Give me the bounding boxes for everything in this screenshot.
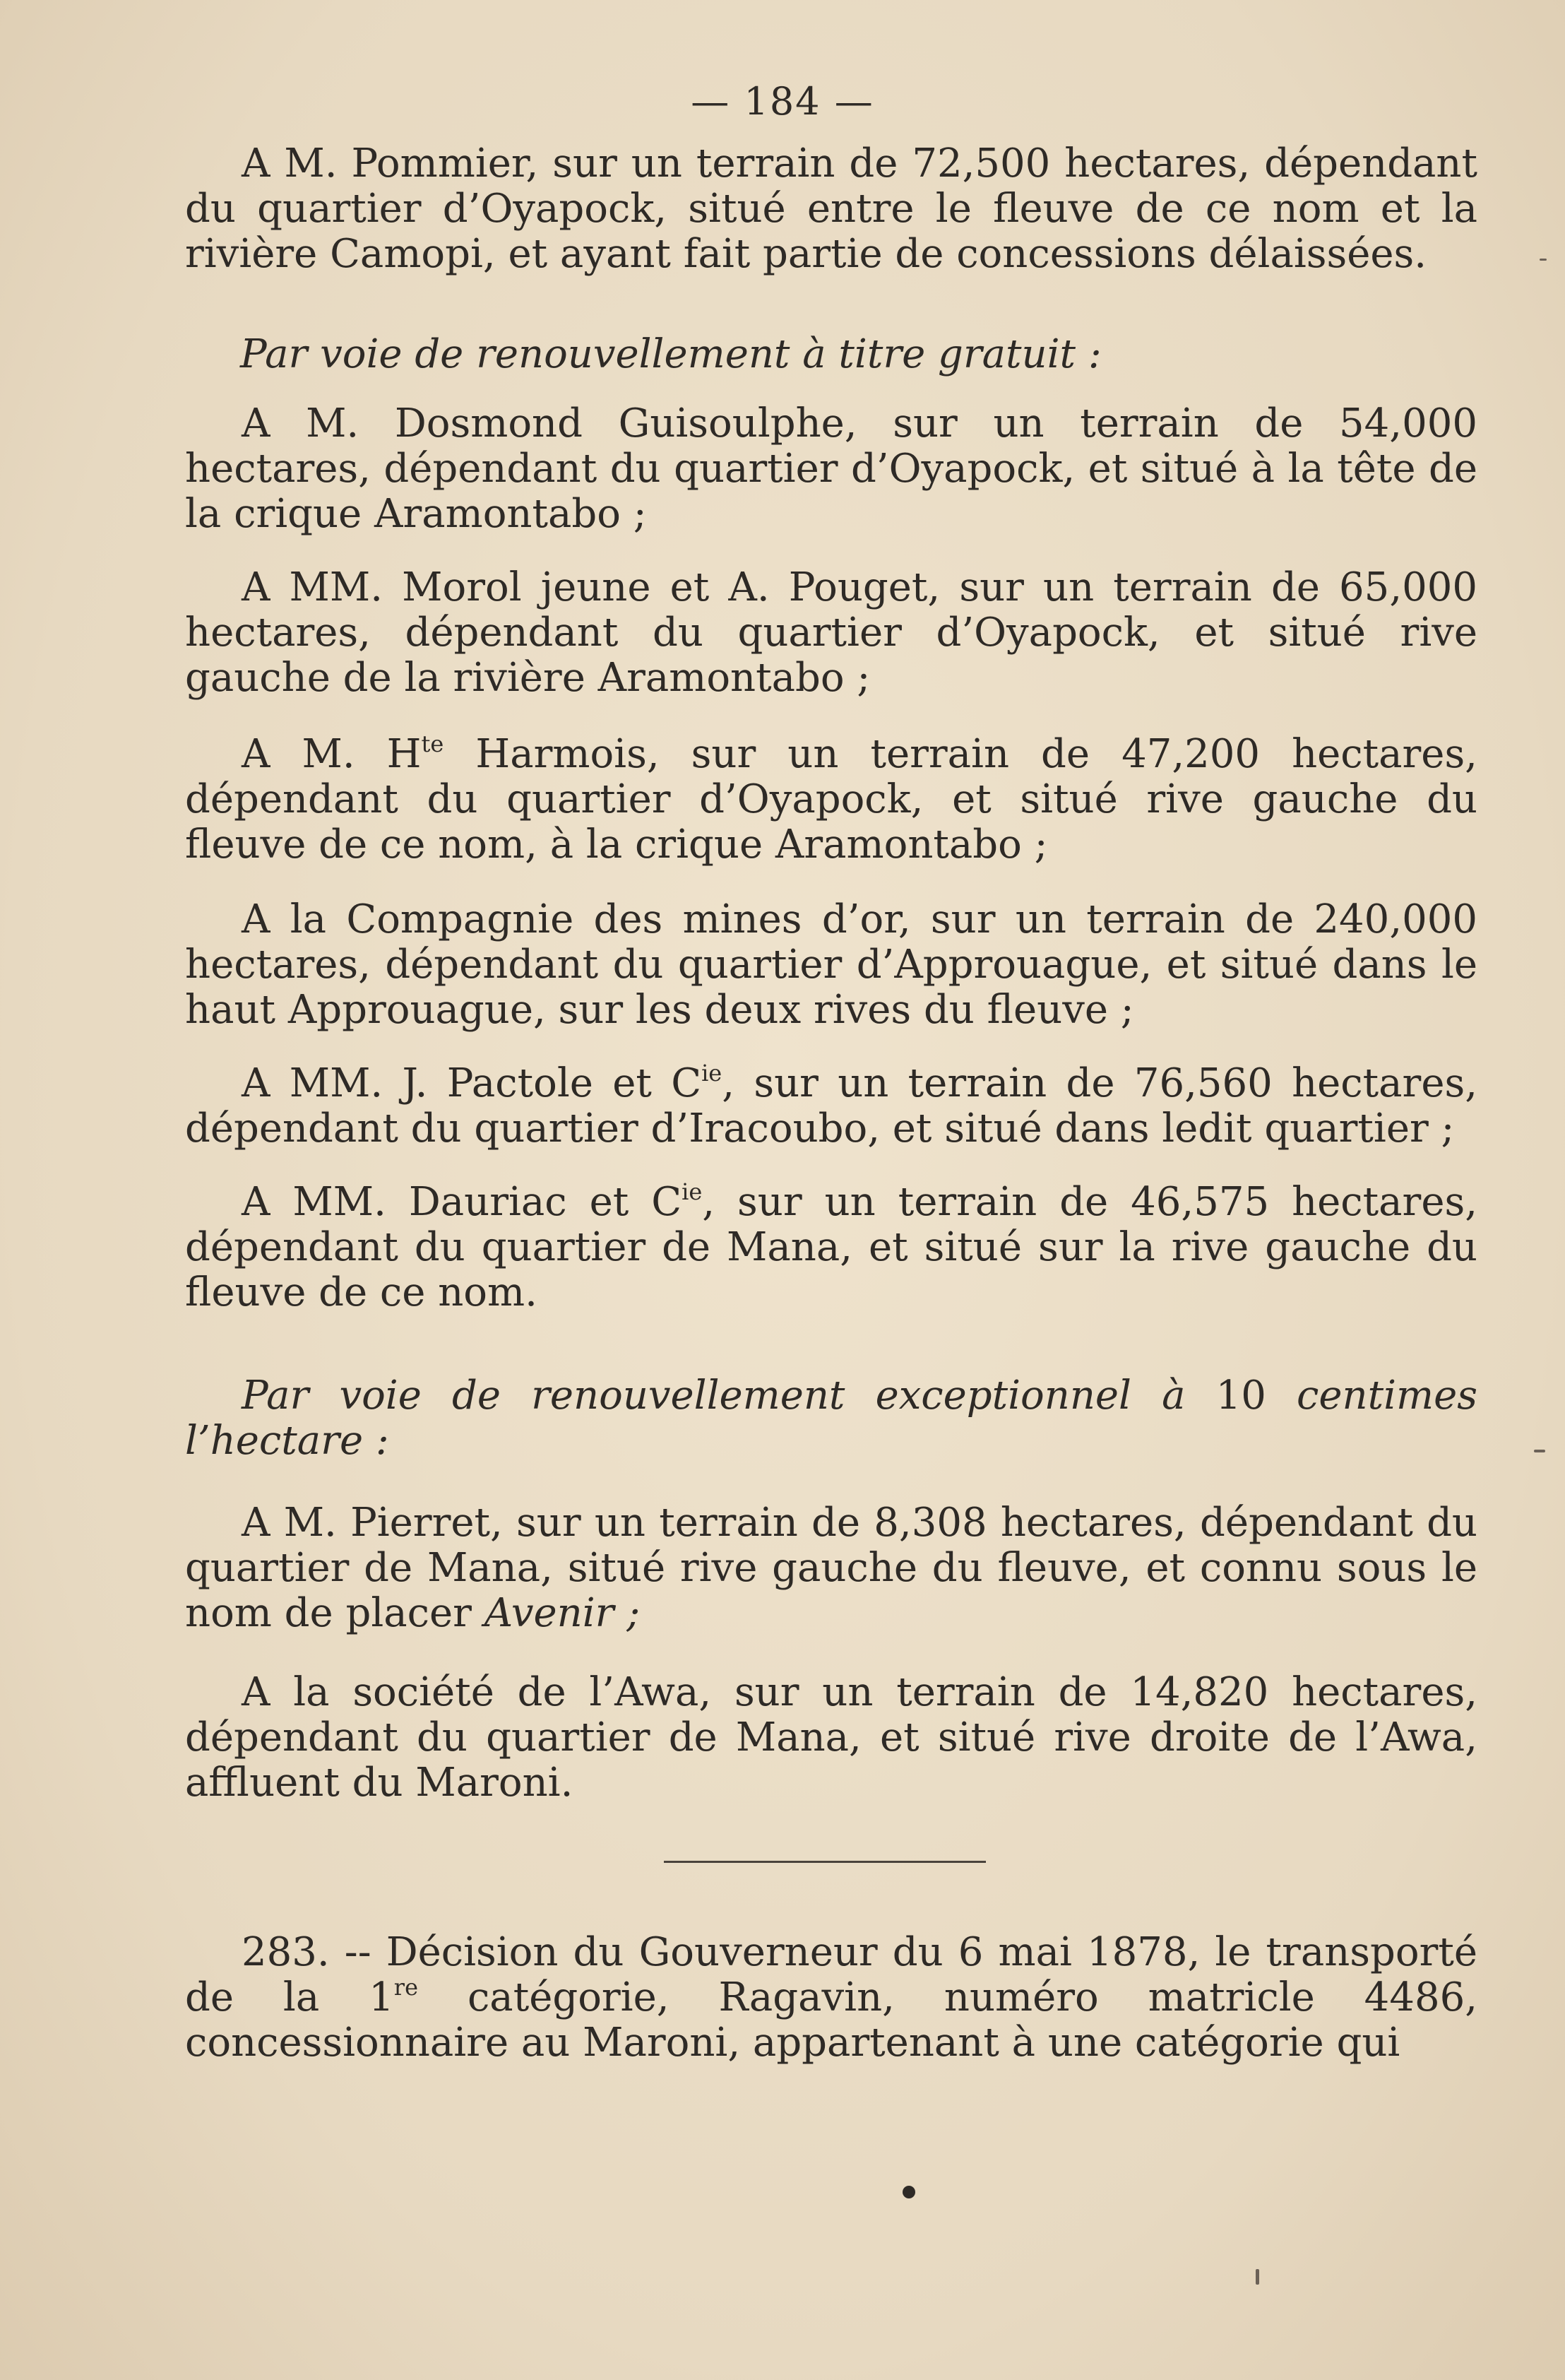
paragraph-text: A M. Dosmond Guisoulphe, sur un terrain de 54,000 hectares, dépendant du quartier d’Oyapock, et situé à la tête de la crique Aramontabo ;	[185, 401, 1477, 537]
paragraph-societe-awa	[185, 1670, 1477, 1806]
ink-speck	[1256, 2269, 1259, 2285]
superscript: ie	[682, 1178, 703, 1205]
paragraph-text	[185, 1180, 1477, 1315]
paragraph-dauriac	[185, 1180, 1477, 1315]
paragraph-decision-283	[185, 1930, 1477, 2066]
paragraph-text	[185, 1930, 1477, 2066]
heading-text	[185, 1373, 1477, 1464]
text-run: Par voie de renouvellement exceptionnel à	[242, 1373, 1216, 1419]
text-run: A MM. Dauriac et C	[242, 1179, 682, 1225]
ink-speck	[1534, 1450, 1545, 1452]
page-number: — 184 —	[691, 79, 874, 124]
paragraph-text: A M. Pommier, sur un terrain de 72,500 hectares, dépendant du quartier d’Oyapock, situé entre le fleuve de ce nom et la rivière Camopi, et ayant fait partie de concessions délaissées.	[185, 141, 1477, 277]
superscript: ie	[701, 1060, 722, 1087]
paragraph-text	[185, 1061, 1477, 1151]
text-run: catégorie, Ragavin, numéro matricle 4486, concessionnaire au Maroni, appartenant à une catégorie qui	[185, 1975, 1478, 2066]
paragraph-text: A la société de l’Awa, sur un terrain de 14,820 hectares, dépendant du quartier de Mana, et situé rive droite de l’Awa, affluent du Maroni.	[185, 1669, 1477, 1806]
text-run: centimes l’hectare :	[185, 1373, 1477, 1464]
paragraph-morol-pouget	[185, 565, 1477, 701]
paragraph-guisoulphe	[185, 401, 1477, 537]
paragraph-text	[185, 1500, 1477, 1636]
italic-text: Avenir ;	[484, 1590, 641, 1636]
text-run: Harmois, sur un terrain de 47,200 hectares, dépendant du quartier d’Oyapock, et situé rive gauche du fleuve de ce nom, à la crique Aramontabo ;	[185, 731, 1477, 868]
text-run: A M. H	[242, 731, 422, 777]
heading-renouvellement-gratuit: Par voie de renouvellement à titre gratuit :	[240, 331, 1102, 377]
section-divider	[664, 1861, 986, 1863]
text-run: , sur un terrain de 76,560 hectares, dépendant du quartier d’Iracoubo, et situé dans ledit quartier ;	[185, 1060, 1477, 1151]
text-run: A MM. J. Pactole et C	[242, 1060, 702, 1106]
ink-dot	[903, 2186, 915, 2198]
paragraph-text: A MM. Morol jeune et A. Pouget, sur un terrain de 65,000 hectares, dépendant du quartier d’Oyapock, et situé rive gauche de la rivière Aramontabo ;	[185, 564, 1477, 701]
paragraph-compagnie-mines	[185, 897, 1477, 1033]
paragraph-harmois	[185, 732, 1477, 868]
superscript: te	[421, 730, 444, 757]
paragraph-pierret	[185, 1500, 1477, 1636]
paragraph-pommier	[185, 141, 1477, 277]
ink-speck	[1540, 259, 1547, 261]
heading-renouvellement-exceptionnel	[185, 1373, 1477, 1464]
text-run: 10	[1215, 1373, 1266, 1419]
paragraph-text	[185, 732, 1477, 868]
paragraph-text: A la Compagnie des mines d’or, sur un terrain de 240,000 hectares, dépendant du quartier d’Approuague, et situé dans le haut Approuague, sur les deux rives du fleuve ;	[185, 896, 1477, 1033]
superscript: re	[393, 1974, 419, 2001]
text-run: A M. Pierret, sur un terrain de 8,308 hectares, dépendant du quartier de Mana, situé rive gauche du fleuve, et connu sous le nom de placer	[185, 1500, 1477, 1636]
paragraph-pactole	[185, 1061, 1477, 1151]
text-run: 283. -- Décision du Gouverneur du 6 mai 1878, le transporté de la 1	[185, 1929, 1477, 2020]
text-run: , sur un terrain de 46,575 hectares, dépendant du quartier de Mana, et situé sur la rive gauche du fleuve de ce nom.	[185, 1179, 1477, 1315]
